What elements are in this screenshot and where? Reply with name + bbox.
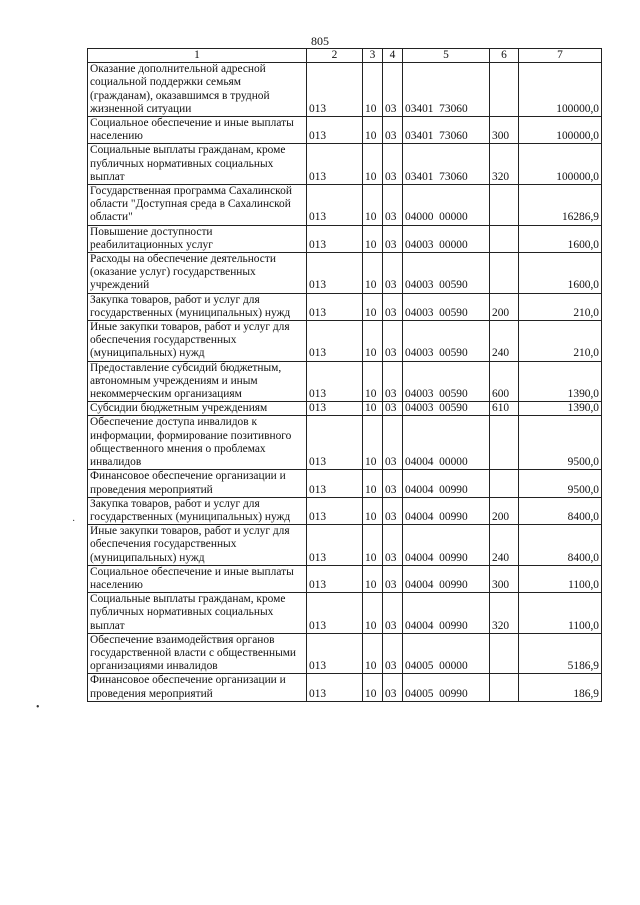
scan-speck: · [72,516,76,527]
row-ministry-code: 013 [307,525,363,566]
row-amount: 8400,0 [519,525,602,566]
row-ministry-code: 013 [307,416,363,470]
row-amount: 210,0 [519,321,602,362]
row-description: Оказание дополнительной адресной социальной поддержки семьям (гражданам), оказавшимся в трудной жизненной ситуации [88,63,307,117]
row-amount: 1100,0 [519,593,602,634]
row-section: 10 [363,525,383,566]
row-section: 10 [363,416,383,470]
row-expense-type: 320 [490,144,519,185]
table-row [88,361,602,402]
row-subsection: 03 [383,63,403,117]
row-target-article: 04003 00000 [403,225,490,252]
table-row [88,117,602,144]
row-amount: 100000,0 [519,117,602,144]
row-ministry-code: 013 [307,497,363,524]
row-ministry-code: 013 [307,565,363,592]
row-amount: 8400,0 [519,497,602,524]
row-target-article: 04003 00590 [403,253,490,294]
row-description: Обеспечение взаимодействия органов государственной власти с общественными организациями инвалидов [88,633,307,674]
row-amount: 5186,9 [519,633,602,674]
row-section: 10 [363,402,383,416]
row-target-article: 04003 00590 [403,361,490,402]
row-target-article: 03401 73060 [403,63,490,117]
row-description: Обеспечение доступа инвалидов к информации, формирование позитивного общественного мнения о проблемах инвалидов [88,416,307,470]
table-row [88,144,602,185]
row-target-article: 04004 00000 [403,416,490,470]
table-row [88,633,602,674]
row-expense-type: 200 [490,497,519,524]
row-expense-type [490,225,519,252]
row-target-article: 04004 00990 [403,470,490,497]
row-subsection: 03 [383,117,403,144]
row-section: 10 [363,63,383,117]
row-amount: 16286,9 [519,185,602,226]
row-subsection: 03 [383,565,403,592]
row-description: Государственная программа Сахалинской области "Доступная среда в Сахалинской области" [88,185,307,226]
row-description: Иные закупки товаров, работ и услуг для обеспечения государственных (муниципальных) нужд [88,525,307,566]
row-subsection: 03 [383,497,403,524]
row-section: 10 [363,470,383,497]
row-amount: 1600,0 [519,225,602,252]
table-row [88,402,602,416]
row-ministry-code: 013 [307,185,363,226]
row-subsection: 03 [383,185,403,226]
row-expense-type: 240 [490,525,519,566]
row-ministry-code: 013 [307,63,363,117]
row-expense-type [490,633,519,674]
row-subsection: 03 [383,674,403,701]
row-expense-type: 300 [490,117,519,144]
row-subsection: 03 [383,416,403,470]
row-section: 10 [363,144,383,185]
table-row [88,185,602,226]
header-cell-4: 4 [383,49,403,63]
table-row [88,497,602,524]
header-cell-7: 7 [519,49,602,63]
row-subsection: 03 [383,633,403,674]
row-section: 10 [363,593,383,634]
row-ministry-code: 013 [307,674,363,701]
row-ministry-code: 013 [307,225,363,252]
table-row [88,593,602,634]
header-cell-3: 3 [363,49,383,63]
row-subsection: 03 [383,293,403,320]
header-cell-2: 2 [307,49,363,63]
row-section: 10 [363,633,383,674]
row-description: Финансовое обеспечение организации и проведения мероприятий [88,470,307,497]
row-amount: 1390,0 [519,402,602,416]
header-cell-5: 5 [403,49,490,63]
row-subsection: 03 [383,402,403,416]
row-description: Субсидии бюджетным учреждениям [88,402,307,416]
row-ministry-code: 013 [307,402,363,416]
row-subsection: 03 [383,225,403,252]
row-description: Повышение доступности реабилитационных услуг [88,225,307,252]
row-target-article: 03401 73060 [403,144,490,185]
scan-speck: • [36,702,40,713]
page-number: 805 [311,34,329,48]
row-expense-type: 200 [490,293,519,320]
row-expense-type: 600 [490,361,519,402]
row-section: 10 [363,674,383,701]
row-description: Финансовое обеспечение организации и проведения мероприятий [88,674,307,701]
row-section: 10 [363,361,383,402]
row-ministry-code: 013 [307,321,363,362]
row-amount: 100000,0 [519,144,602,185]
row-expense-type [490,253,519,294]
header-cell-6: 6 [490,49,519,63]
row-expense-type [490,416,519,470]
row-ministry-code: 013 [307,293,363,320]
row-expense-type [490,674,519,701]
table-row [88,674,602,701]
row-section: 10 [363,225,383,252]
table-row [88,293,602,320]
row-section: 10 [363,185,383,226]
row-expense-type [490,185,519,226]
row-expense-type [490,63,519,117]
row-subsection: 03 [383,321,403,362]
row-amount: 100000,0 [519,63,602,117]
row-ministry-code: 013 [307,593,363,634]
header-row [88,49,602,63]
row-section: 10 [363,117,383,144]
row-ministry-code: 013 [307,361,363,402]
row-description: Расходы на обеспечение деятельности (оказание услуг) государственных учреждений [88,253,307,294]
table-row [88,63,602,117]
row-description: Социальное обеспечение и иные выплаты населению [88,117,307,144]
row-target-article: 04005 00990 [403,674,490,701]
row-amount: 9500,0 [519,470,602,497]
table-row [88,416,602,470]
row-description: Социальные выплаты гражданам, кроме публичных нормативных социальных выплат [88,144,307,185]
row-amount: 9500,0 [519,416,602,470]
header-cell-1: 1 [88,49,307,63]
row-section: 10 [363,497,383,524]
row-expense-type: 610 [490,402,519,416]
row-description: Закупка товаров, работ и услуг для государственных (муниципальных) нужд [88,293,307,320]
row-subsection: 03 [383,144,403,185]
row-ministry-code: 013 [307,470,363,497]
row-target-article: 04004 00990 [403,497,490,524]
row-amount: 1390,0 [519,361,602,402]
row-amount: 186,9 [519,674,602,701]
budget-table [87,48,602,702]
row-target-article: 04005 00000 [403,633,490,674]
row-section: 10 [363,293,383,320]
row-amount: 1600,0 [519,253,602,294]
row-amount: 1100,0 [519,565,602,592]
row-subsection: 03 [383,361,403,402]
row-description: Социальные выплаты гражданам, кроме публичных нормативных социальных выплат [88,593,307,634]
table-row [88,225,602,252]
row-expense-type [490,470,519,497]
table-row [88,525,602,566]
row-section: 10 [363,565,383,592]
row-description: Предоставление субсидий бюджетным, автономным учреждениям и иным некоммерческим организациям [88,361,307,402]
row-section: 10 [363,253,383,294]
row-description: Социальное обеспечение и иные выплаты населению [88,565,307,592]
row-expense-type: 320 [490,593,519,634]
row-target-article: 04003 00590 [403,321,490,362]
row-target-article: 04004 00990 [403,593,490,634]
row-subsection: 03 [383,593,403,634]
row-ministry-code: 013 [307,117,363,144]
row-amount: 210,0 [519,293,602,320]
row-target-article: 04004 00990 [403,525,490,566]
row-subsection: 03 [383,253,403,294]
table-row [88,470,602,497]
row-target-article: 03401 73060 [403,117,490,144]
row-target-article: 04003 00590 [403,293,490,320]
row-expense-type: 240 [490,321,519,362]
row-description: Закупка товаров, работ и услуг для государственных (муниципальных) нужд [88,497,307,524]
row-ministry-code: 013 [307,253,363,294]
row-target-article: 04004 00990 [403,565,490,592]
row-expense-type: 300 [490,565,519,592]
row-target-article: 04000 00000 [403,185,490,226]
row-target-article: 04003 00590 [403,402,490,416]
row-section: 10 [363,321,383,362]
row-subsection: 03 [383,470,403,497]
table-row [88,565,602,592]
row-subsection: 03 [383,525,403,566]
table-row [88,253,602,294]
table-row [88,321,602,362]
row-ministry-code: 013 [307,633,363,674]
row-description: Иные закупки товаров, работ и услуг для обеспечения государственных (муниципальных) нужд [88,321,307,362]
row-ministry-code: 013 [307,144,363,185]
